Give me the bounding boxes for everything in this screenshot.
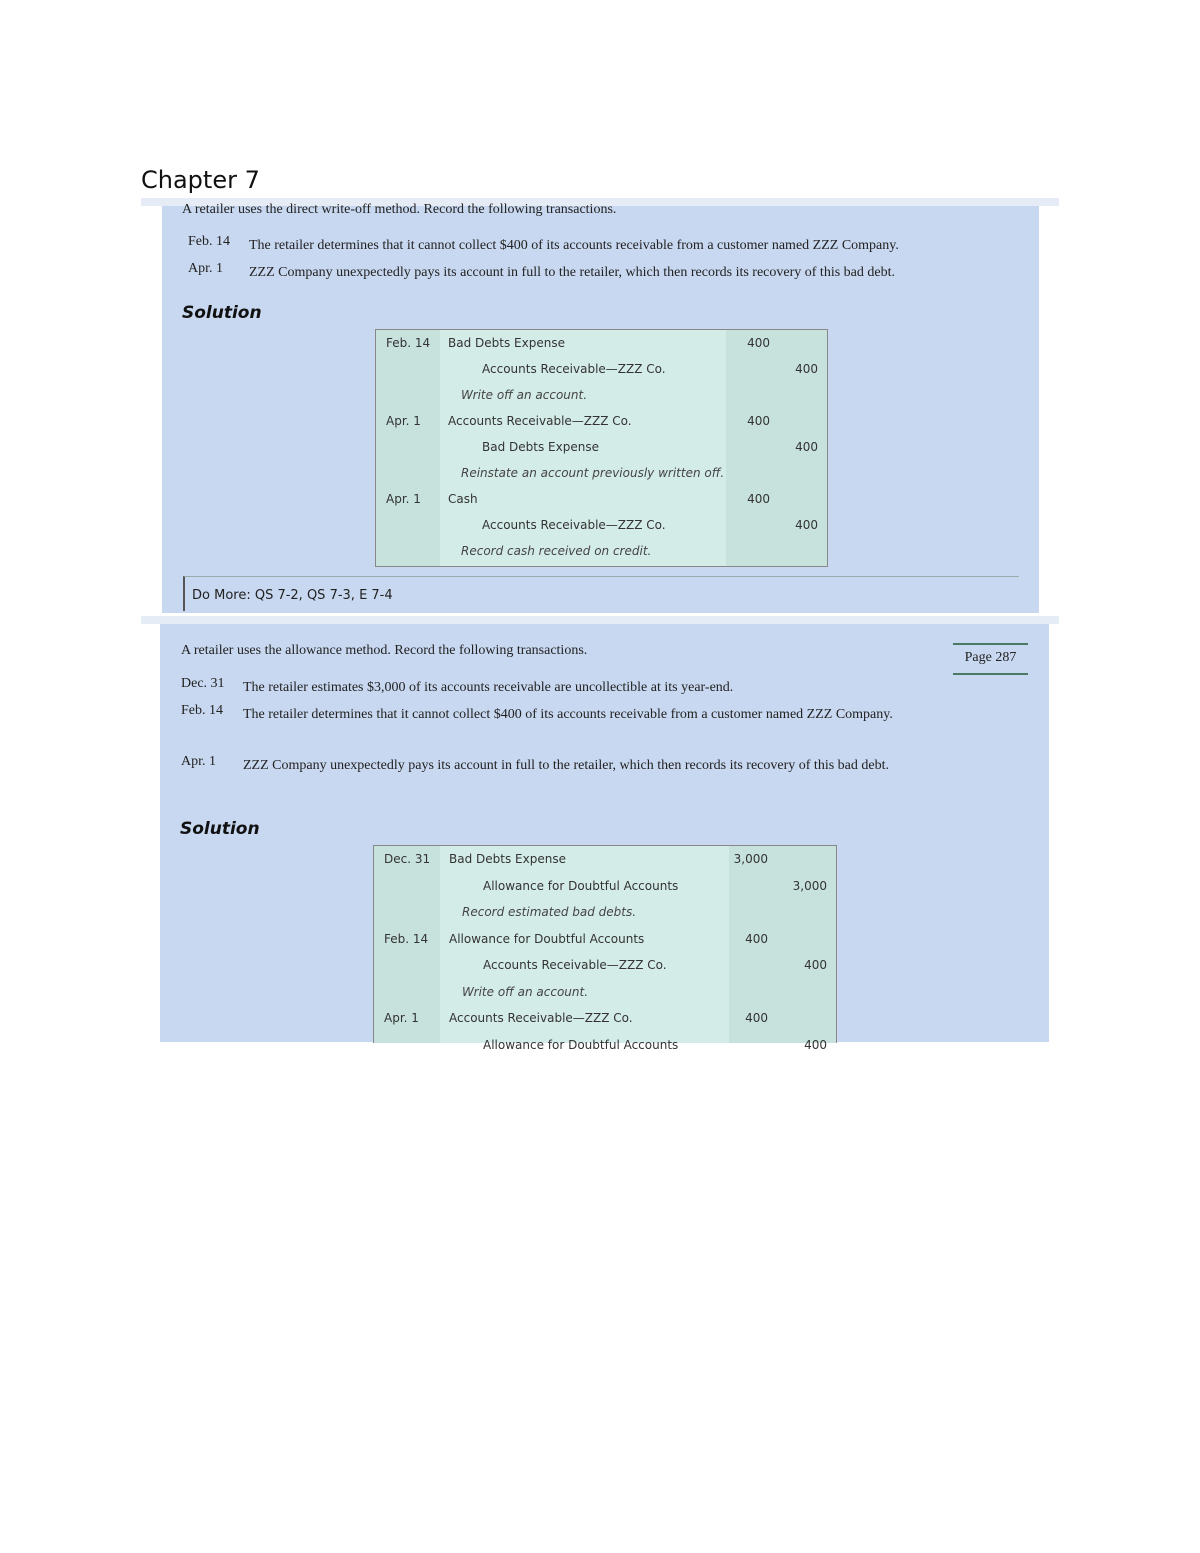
entry-credit: 400 xyxy=(795,518,818,532)
journal-row xyxy=(376,356,827,382)
example2-transaction-1 xyxy=(181,676,941,700)
transaction-date: Dec. 31 xyxy=(181,676,225,691)
example2-transaction-2 xyxy=(181,703,941,751)
journal-row xyxy=(374,846,836,872)
do-more-box xyxy=(183,576,1019,611)
entry-date: Apr. 1 xyxy=(384,1011,419,1025)
chapter-title: Chapter 7 xyxy=(141,166,260,194)
journal-row xyxy=(374,899,836,925)
transaction-date: Feb. 14 xyxy=(181,703,223,718)
entry-debit: 400 xyxy=(747,336,770,350)
example2-transaction-3 xyxy=(181,754,941,802)
journal-row xyxy=(376,382,827,408)
entry-credit: 400 xyxy=(804,1037,827,1052)
transaction-text: The retailer determines that it cannot collect $400 of its accounts receivable from a customer named ZZZ Company. xyxy=(243,707,893,722)
example1-solution-heading: Solution xyxy=(182,303,262,323)
entry-debit: 400 xyxy=(745,931,768,946)
example2-intro: A retailer uses the allowance method. Record the following transactions. xyxy=(181,643,588,658)
journal-row xyxy=(374,926,836,952)
journal-row xyxy=(376,460,827,486)
entry-account: Bad Debts Expense xyxy=(449,852,566,866)
entry-account: Bad Debts Expense xyxy=(448,336,565,350)
journal-row xyxy=(376,408,827,434)
entry-memo: Write off an account. xyxy=(461,388,588,402)
example1-journal-table xyxy=(375,329,828,567)
entry-credit: 400 xyxy=(795,362,818,376)
example1-intro: A retailer uses the direct write-off method. Record the following transactions. xyxy=(182,202,617,217)
journal-row xyxy=(376,512,827,538)
example1-transaction-2 xyxy=(188,261,1018,285)
journal-row xyxy=(374,873,836,899)
example1-transaction-1 xyxy=(188,234,1018,258)
page-number-tag: Page 287 xyxy=(953,643,1028,675)
entry-date: Apr. 1 xyxy=(386,492,421,506)
journal-row xyxy=(374,1005,836,1031)
entry-date: Apr. 1 xyxy=(386,414,421,428)
entry-account: Accounts Receivable—ZZZ Co. xyxy=(483,958,667,972)
transaction-text: The retailer estimates $3,000 of its accounts receivable are uncollectible at its year-end. xyxy=(243,680,734,695)
transaction-text: The retailer determines that it cannot collect $400 of its accounts receivable from a customer named ZZZ Company. xyxy=(249,238,899,253)
entry-account: Accounts Receivable—ZZZ Co. xyxy=(482,518,666,532)
journal-row xyxy=(374,979,836,1005)
entry-debit: 3,000 xyxy=(733,852,768,866)
entry-account: Accounts Receivable—ZZZ Co. xyxy=(449,1011,633,1025)
entry-account: Bad Debts Expense xyxy=(482,440,599,454)
entry-memo: Reinstate an account previously written off. xyxy=(461,466,725,480)
entry-account: Allowance for Doubtful Accounts xyxy=(483,878,679,893)
journal-row xyxy=(376,538,827,564)
journal-row xyxy=(376,434,827,460)
transaction-date: Apr. 1 xyxy=(188,261,223,276)
entry-debit: 400 xyxy=(747,492,770,506)
journal-row xyxy=(374,952,836,978)
entry-account: Accounts Receivable—ZZZ Co. xyxy=(482,362,666,376)
transaction-text: ZZZ Company unexpectedly pays its account in full to the retailer, which then records its recovery of this bad debt. xyxy=(249,265,895,280)
journal-row xyxy=(376,330,827,356)
entry-credit: 3,000 xyxy=(792,878,827,893)
transaction-date: Feb. 14 xyxy=(188,234,230,249)
entry-credit: 400 xyxy=(804,958,827,972)
entry-memo: Write off an account. xyxy=(462,984,589,999)
entry-date: Dec. 31 xyxy=(384,852,431,866)
entry-memo: Record cash received on credit. xyxy=(461,544,652,558)
entry-credit: 400 xyxy=(795,440,818,454)
panel-top-strip xyxy=(141,616,1059,624)
example2-journal-table xyxy=(373,845,837,1052)
transaction-text: ZZZ Company unexpectedly pays its account in full to the retailer, which then records its recovery of this bad debt. xyxy=(243,758,889,773)
entry-debit: 400 xyxy=(747,414,770,428)
entry-account: Cash xyxy=(448,492,478,506)
entry-account: Allowance for Doubtful Accounts xyxy=(483,1037,679,1052)
journal-row xyxy=(374,1032,836,1058)
entry-date: Feb. 14 xyxy=(384,931,429,946)
do-more-text: Do More: QS 7-2, QS 7-3, E 7-4 xyxy=(192,588,393,603)
entry-account: Accounts Receivable—ZZZ Co. xyxy=(448,414,632,428)
example2-solution-heading: Solution xyxy=(180,819,260,839)
journal-row xyxy=(376,486,827,512)
entry-debit: 400 xyxy=(745,1011,768,1025)
entry-account: Allowance for Doubtful Accounts xyxy=(449,931,645,946)
transaction-date: Apr. 1 xyxy=(181,754,216,769)
entry-date: Feb. 14 xyxy=(386,336,431,350)
entry-memo: Record estimated bad debts. xyxy=(462,905,637,919)
